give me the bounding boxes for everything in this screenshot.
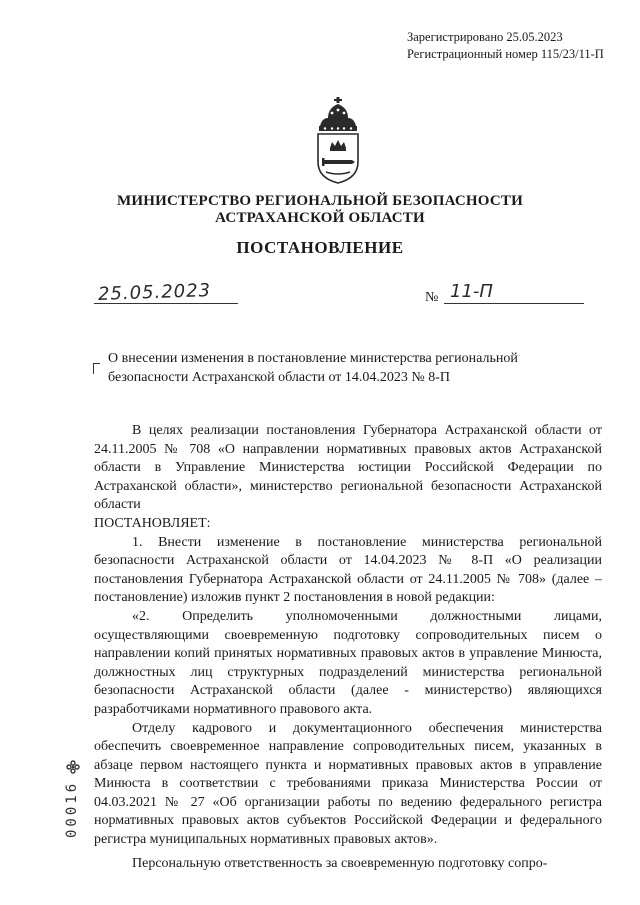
number-sign: №: [425, 290, 439, 305]
number-underline: [444, 303, 584, 304]
new-clause-2-paragraph: «2. Определить уполномоченными должностными лицами, осуществляющими своевременную подготовку сопроводительных писем о направлении копий принятых нормативных правовых актов в управление Минюста, должностных лиц структурных подразделений министерства региональной безопасности Астраханской области (далее - министерство) являющихся разработчиками нормативного правового акта.: [94, 608, 602, 717]
document-body: [94, 422, 602, 873]
document-type-title: ПОСТАНОВЛЕНИЕ: [236, 238, 404, 257]
ministry-name-line1: МИНИСТЕРСТВО РЕГИОНАЛЬНОЙ БЕЗОПАСНОСТИ: [117, 193, 523, 209]
registration-stamp: [407, 29, 604, 63]
department-duty-paragraph: Отделу кадрового и документационного обеспечения министерства обеспечить своевременное направление сопроводительных писем, указанных в абзаце первом настоящего пункта и нормативных правовых актов в управление Минюста в соответствии с требованиями приказа Министерства России от 04.03.2021 № 27 «Об организации работы по ведению федерального регистра нормативных правовых актов субъектов Российской Федерации и федерального регистра муниципальных нормативных правовых актов».: [94, 720, 602, 848]
corner-mark: [93, 363, 100, 374]
decree-subject: О внесении изменения в постановление министерства региональной безопасности Астраханской области от 14.04.2023 № 8-П: [108, 351, 518, 385]
archive-stamp-number: 00016: [64, 780, 80, 838]
resolves-heading: ПОСТАНОВЛЯЕТ:: [94, 515, 211, 531]
registration-date: Зарегистрировано 25.05.2023: [407, 30, 563, 44]
handwritten-date: 25.05.2023: [97, 280, 212, 305]
handwritten-number: 11-П: [450, 281, 493, 302]
coat-of-arms-icon: [316, 96, 360, 184]
responsibility-paragraph: Персональную ответственность за своевременную подготовку сопро-: [132, 855, 548, 871]
preamble-paragraph: В целях реализации постановления Губернатора Астраханской области от 24.11.2005 № 708 «О направлении нормативных правовых актов Астраханской области в Управление Министерства юстиции Российской Федерации по Астраханской области», министерство региональной безопасности Астраханской области: [94, 423, 602, 513]
flower-stamp-icon: [66, 760, 80, 774]
clause-1-paragraph: 1. Внести изменение в постановление министерства региональной безопасности Астраханской области от 14.04.2023 № 8-П «О реализации постановления Губернатора Астраханской области от 24.11.2005 № 708» (далее – постановление) изложив пункт 2 постановления в новой редакции:: [94, 534, 602, 606]
ministry-name-line2: АСТРАХАНСКОЙ ОБЛАСТИ: [215, 210, 425, 226]
registration-number: Регистрационный номер 115/23/11-П: [407, 47, 604, 61]
